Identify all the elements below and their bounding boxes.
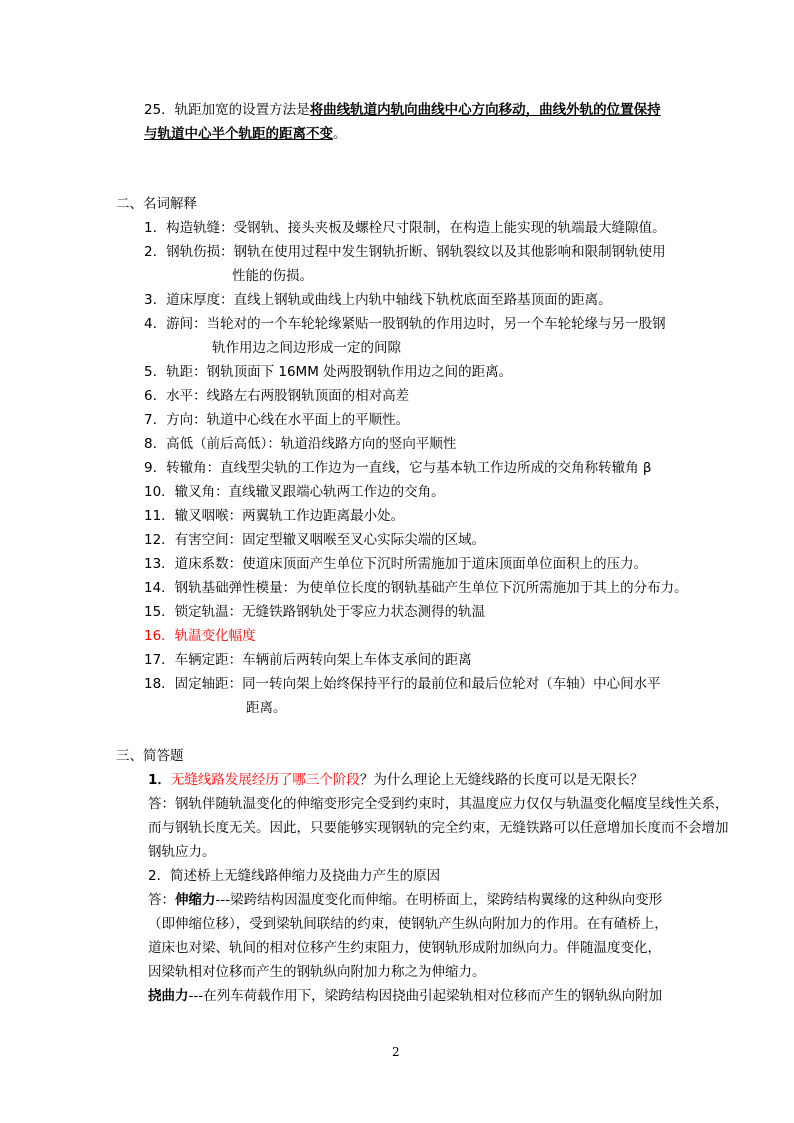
item-25-answer-part-2: 与轨道中心半个轨距的距离不变 bbox=[144, 126, 333, 142]
question-2-answer-line-2: （即伸缩位移），受到梁轨间联结的约束，使钢轨产生纵向附加力的作用。在有碴桥上， bbox=[148, 916, 668, 932]
question-2-answer-line-3: 道床也对梁、轨间的相对位移产生约束阻力，使钢轨形成附加纵向力。伴随温度变化， bbox=[148, 940, 661, 956]
term-item-9: 9．转辙角：直线型尖轨的工作边为一直线，它与基本轨工作边所成的交角称转辙角 β bbox=[144, 460, 652, 476]
question-1 bbox=[148, 771, 643, 789]
question-1-number: 1． bbox=[148, 772, 171, 788]
term-item-4-cont: 轨作用边之间边形成一定的间隙 bbox=[212, 340, 401, 356]
term-item-18: 18．固定轴距：同一转向架上始终保持平行的最前位和最后位轮对（车轴）中心间水平 bbox=[144, 676, 661, 692]
term-item-1: 1．构造轨缝：受钢轨、接头夹板及螺栓尺寸限制，在构造上能实现的轨端最大缝隙值。 bbox=[144, 220, 666, 236]
question-1-highlight: 无缝线路发展经历了哪三个阶段 bbox=[170, 772, 360, 788]
term-item-5: 5．轨距：钢轨顶面下 16MM 处两股钢轨作用边之间的距离。 bbox=[144, 364, 513, 380]
term-item-11: 11．辙叉咽喉：两翼轨工作边距离最小处。 bbox=[144, 508, 405, 524]
question-1-rest: ？为什么理论上无缝线路的长度可以是无限长？ bbox=[359, 772, 644, 788]
term-item-16: 16．轨温变化幅度 bbox=[144, 628, 256, 644]
term-item-7: 7．方向：轨道中心线在水平面上的平顺性。 bbox=[144, 412, 410, 428]
item-25-suffix: 。 bbox=[333, 126, 347, 142]
question-2-title: 2．简述桥上无缝线路伸缩力及挠曲力产生的原因 bbox=[148, 868, 441, 884]
item-25-line-2 bbox=[144, 125, 347, 143]
term-expansion-force: 伸缩力 bbox=[175, 892, 216, 908]
term-item-2: 2．钢轨伤损：钢轨在使用过程中发生钢轨折断、钢轨裂纹以及其他影响和限制钢轨使用 bbox=[144, 244, 666, 260]
question-1-answer-line-2: 而与钢轨长度无关。因此，只要能够实现钢轨的完全约束，无缝铁路可以任意增加长度而不会增加 bbox=[148, 820, 729, 836]
term-item-15: 15．锁定轨温：无缝铁路钢轨处于零应力状态测得的轨温 bbox=[144, 604, 486, 620]
item-25-prefix: 25．轨距加宽的设置方法是 bbox=[144, 102, 310, 118]
term-deflection-force: 挠曲力 bbox=[148, 988, 189, 1004]
question-1-answer-line-3: 钢轨应力。 bbox=[148, 844, 216, 860]
term-item-8: 8．高低（前后高低）：轨道沿线路方向的竖向平顺性 bbox=[144, 436, 457, 452]
term-item-10: 10．辙叉角：直线辙叉跟端心轨两工作边的交角。 bbox=[144, 484, 445, 500]
term-item-13: 13．道床系数：使道床顶面产生单位下沉时所需施加于道床顶面单位面积上的压力。 bbox=[144, 556, 648, 572]
term-item-12: 12．有害空间：固定型辙叉咽喉至叉心实际尖端的区域。 bbox=[144, 532, 486, 548]
term-item-14: 14．钢轨基础弹性模量：为使单位长度的钢轨基础产生单位下沉所需施加于其上的分布力。 bbox=[144, 580, 688, 596]
item-25-answer-part-1: 将曲线轨道内轨向曲线中心方向移动，曲线外轨的位置保持 bbox=[309, 102, 661, 118]
term-item-4: 4．游间：当轮对的一个车轮轮缘紧贴一股钢轨的作用边时，另一个车轮轮缘与另一股钢 bbox=[144, 316, 666, 332]
item-25-line-1 bbox=[144, 101, 661, 119]
question-2-answer-prefix: 答： bbox=[148, 892, 175, 908]
section-2-title: 二、名词解释 bbox=[116, 196, 197, 212]
question-2-answer-line-5 bbox=[148, 987, 662, 1005]
section-3-title: 三、简答题 bbox=[116, 748, 184, 764]
expansion-force-text: ---梁跨结构因温度变化而伸缩。在明桥面上，梁跨结构翼缘的这种纵向变形 bbox=[215, 892, 663, 908]
term-item-6: 6．水平：线路左右两股钢轨顶面的相对高差 bbox=[144, 388, 410, 404]
deflection-force-text: ---在列车荷载作用下，梁跨结构因挠曲引起梁轨相对位移而产生的钢轨纵向附加 bbox=[188, 988, 663, 1004]
term-item-2-cont: 性能的伤损。 bbox=[232, 268, 313, 284]
question-1-answer-line-1: 答：钢轨伴随轨温变化的伸缩变形完全受到约束时，其温度应力仅仅与轨温变化幅度呈线性关系， bbox=[148, 796, 729, 812]
term-item-3: 3．道床厚度：直线上钢轨或曲线上内轨中轴线下轨枕底面至路基顶面的距离。 bbox=[144, 292, 612, 308]
question-2-answer-line-1 bbox=[148, 891, 662, 909]
page-number: 2 bbox=[392, 1045, 400, 1059]
term-item-17: 17．车辆定距：车辆前后两转向架上车体支承间的距离 bbox=[144, 652, 472, 668]
term-item-18-cont: 距离。 bbox=[246, 700, 287, 716]
question-2-answer-line-4: 因梁轨相对位移而产生的钢轨纵向附加力称之为伸缩力。 bbox=[148, 964, 486, 980]
